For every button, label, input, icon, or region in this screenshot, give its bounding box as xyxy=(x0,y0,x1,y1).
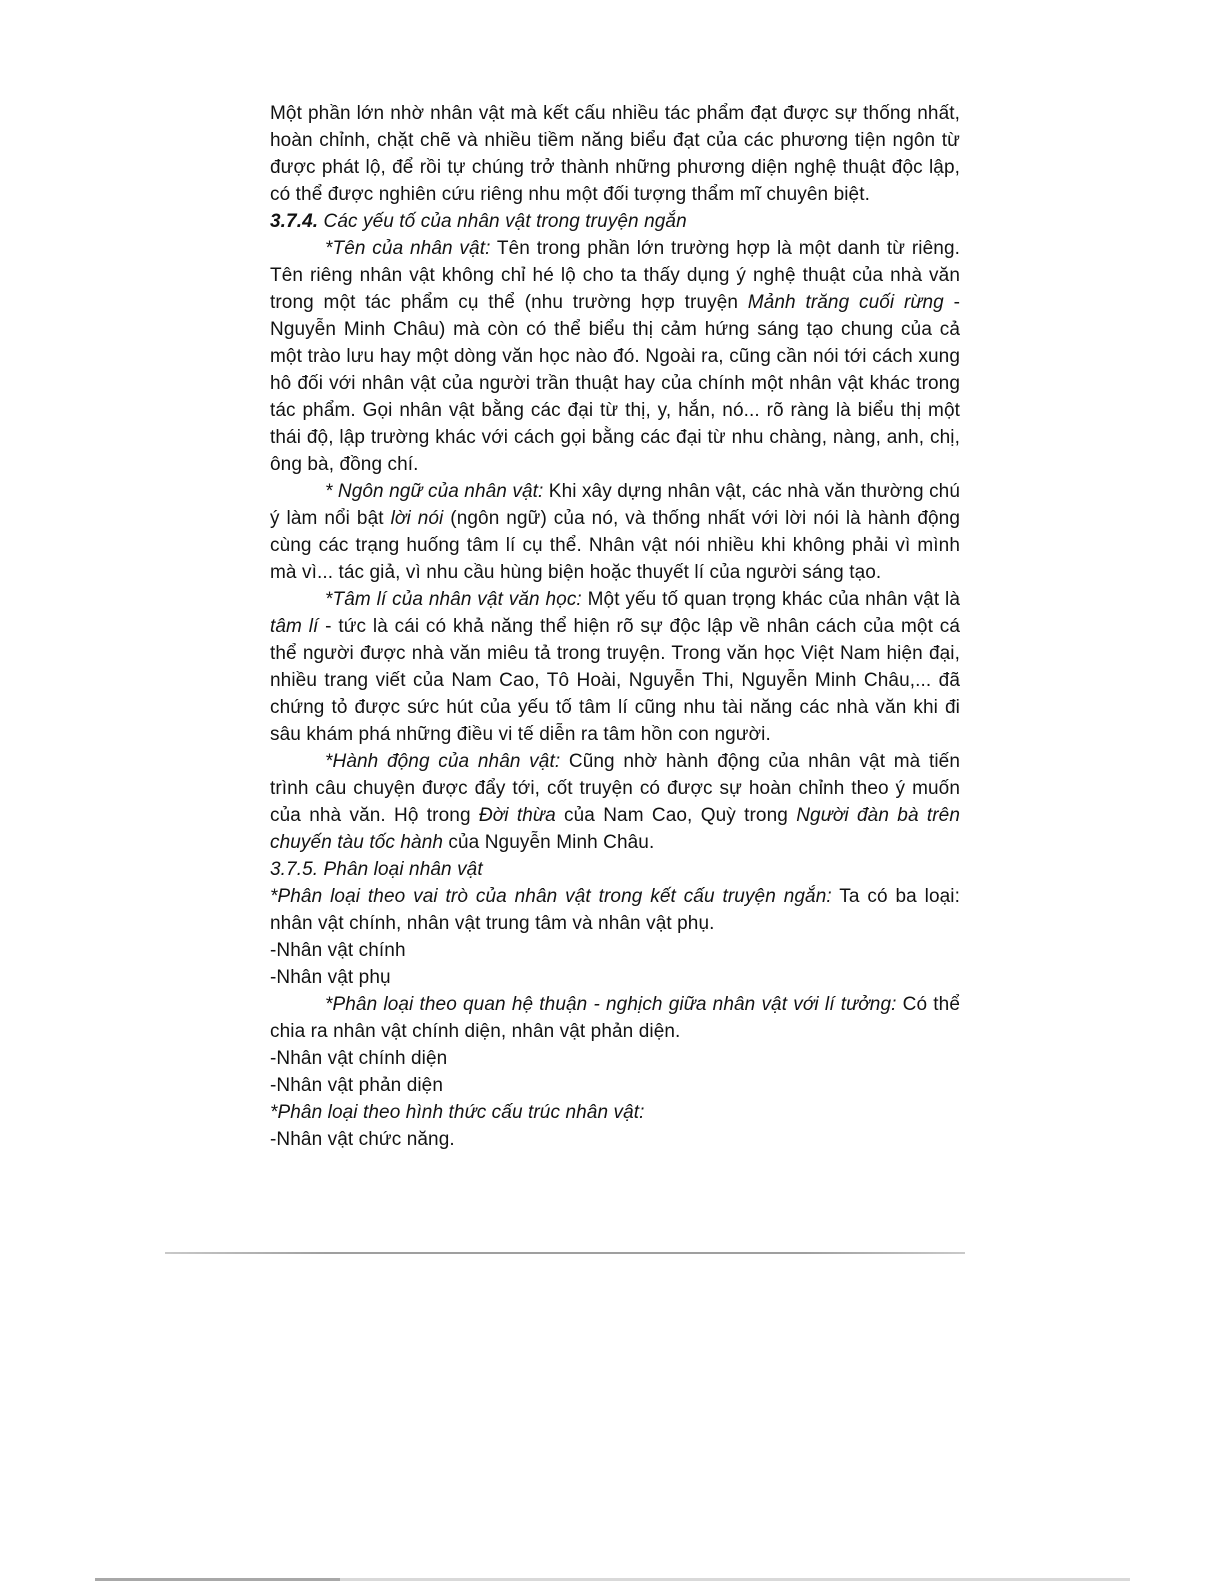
text-run: Khi xây dựng nhân vật, các nhà văn thường chú ý làm nổi bật xyxy=(270,481,961,529)
text-block xyxy=(270,100,960,1153)
text-run: -Nhân vật chính xyxy=(270,940,406,961)
heading-3-7-5 xyxy=(270,856,960,883)
text-run: Các yếu tố của nhân vật trong truyện ngắn xyxy=(318,211,687,232)
text-run: Người đàn bà trên chuyến tàu tốc hành xyxy=(270,805,961,853)
text-run: - Nguyễn Minh Châu) mà còn có thể biểu thị cảm hứng sáng tạo chung của cả một trào lưu hay một dòng văn học nào đó. Ngoài ra, cũng cần nói tới cách xung hô đối với nhân vật của người trần thuật hay của chính một nhân vật khác trong tác phẩm. Gọi nhân vật bằng các đại từ thị, y, hắn, nó... rõ ràng là biểu thị một thái độ, lập trường khác với cách gọi bằng các đại từ nhu chàng, nàng, anh, chị, ông bà, đồng chí. xyxy=(270,292,961,475)
text-run: Có thể chia ra nhân vật chính diện, nhân vật phản diện. xyxy=(270,994,960,1042)
text-run: của Nam Cao, Quỳ trong xyxy=(555,805,797,826)
text-run: *Hành động của nhân vật: xyxy=(325,751,561,772)
bottom-edge-line-left xyxy=(95,1578,340,1581)
text-run: lời nói xyxy=(390,508,444,529)
text-run: Ta có ba loại: nhân vật chính, nhân vật trung tâm và nhân vật phụ. xyxy=(270,886,960,934)
text-run: 3.7.4. xyxy=(270,211,319,232)
list-item-nhan-vat-chinh-dien xyxy=(270,1045,960,1072)
paragraph-intro xyxy=(270,100,960,208)
text-run: (ngôn ngữ) của nó, và thống nhất với lời nói là hành động cùng các trạng huống tâm lí cụ thể. Nhân vật nói nhiều khi không phải vì mình mà vì... tác giả, vì nhu cầu hùng biện hoặc thuyết lí của người sáng tạo. xyxy=(270,508,960,583)
text-run: *Phân loại theo quan hệ thuận - nghịch giữa nhân vật với lí tưởng: xyxy=(325,994,897,1015)
text-run: của Nguyễn Minh Châu. xyxy=(443,832,655,853)
text-run: *Tâm lí của nhân vật văn học: xyxy=(325,589,582,610)
paragraph-ngon-ngu-cua-nhan-vat xyxy=(270,478,960,586)
text-run: Đời thừa xyxy=(478,805,556,826)
text-run: *Phân loại theo vai trò của nhân vật trong kết cấu truyện ngắn: xyxy=(270,886,832,907)
paragraph-ten-cua-nhan-vat xyxy=(270,235,960,478)
paragraph-phan-loai-hinh-thuc xyxy=(270,1099,960,1126)
footer-divider xyxy=(165,1252,965,1254)
text-run: - tức là cái có khả năng thể hiện rõ sự độc lập về nhân cách của một cá thể người được nhà văn miêu tả trong truyện. Trong văn học Việt Nam hiện đại, nhiều trang viết của Nam Cao, Tô Hoài, Nguyễn Thi, Nguyễn Minh Châu,... đã chứng tỏ được sức hút của yếu tố tâm lí cũng nhu tài năng các nhà văn khi đi sâu khám phá những điều vi tế diễn ra tâm hồn con người. xyxy=(270,616,960,745)
text-run: tâm lí xyxy=(270,616,319,637)
paragraph-phan-loai-vai-tro xyxy=(270,883,960,937)
text-run: -Nhân vật phản diện xyxy=(270,1075,444,1096)
text-run: Cũng nhờ hành động của nhân vật mà tiến trình câu chuyện được đẩy tới, cốt truyện có được sự hoàn chỉnh theo ý muốn của nhà văn. Hộ trong xyxy=(270,751,960,826)
bottom-edge-line-right xyxy=(340,1578,1130,1581)
text-run: Tên trong phần lớn trường hợp là một danh từ riêng. Tên riêng nhân vật không chỉ hé lộ cho ta thấy dụng ý nghệ thuật của nhà văn trong một tác phẩm cụ thể (nhu trường hợp truyện xyxy=(270,238,960,313)
text-run: Mảnh trăng cuối rừng xyxy=(747,292,944,313)
text-run: * Ngôn ngữ của nhân vật: xyxy=(325,481,544,502)
text-run: -Nhân vật chức năng. xyxy=(270,1129,455,1150)
text-run: Một phần lớn nhờ nhân vật mà kết cấu nhiều tác phẩm đạt được sự thống nhất, hoàn chỉnh, chặt chẽ và nhiều tiềm năng biểu đạt của các phương tiện ngôn từ được phát lộ, để rồi tự chúng trở thành những phương diện nghệ thuật độc lập, có thể được nghiên cứu riêng nhu một đối tượng thẩm mĩ chuyên biệt. xyxy=(270,103,960,205)
text-run: -Nhân vật phụ xyxy=(270,967,391,988)
heading-3-7-4 xyxy=(270,208,960,235)
text-run: *Phân loại theo hình thức cấu trúc nhân vật: xyxy=(270,1102,645,1123)
list-item-nhan-vat-chinh xyxy=(270,937,960,964)
paragraph-tam-li-cua-nhan-vat xyxy=(270,586,960,748)
list-item-nhan-vat-phan-dien xyxy=(270,1072,960,1099)
text-run: -Nhân vật chính diện xyxy=(270,1048,448,1069)
text-run: *Tên của nhân vật: xyxy=(325,238,491,259)
list-item-nhan-vat-chuc-nang xyxy=(270,1126,960,1153)
text-run: 3.7.5. Phân loại nhân vật xyxy=(270,859,483,880)
list-item-nhan-vat-phu xyxy=(270,964,960,991)
paragraph-phan-loai-quan-he xyxy=(270,991,960,1045)
text-run: Một yếu tố quan trọng khác của nhân vật là xyxy=(581,589,960,610)
paragraph-hanh-dong-cua-nhan-vat xyxy=(270,748,960,856)
